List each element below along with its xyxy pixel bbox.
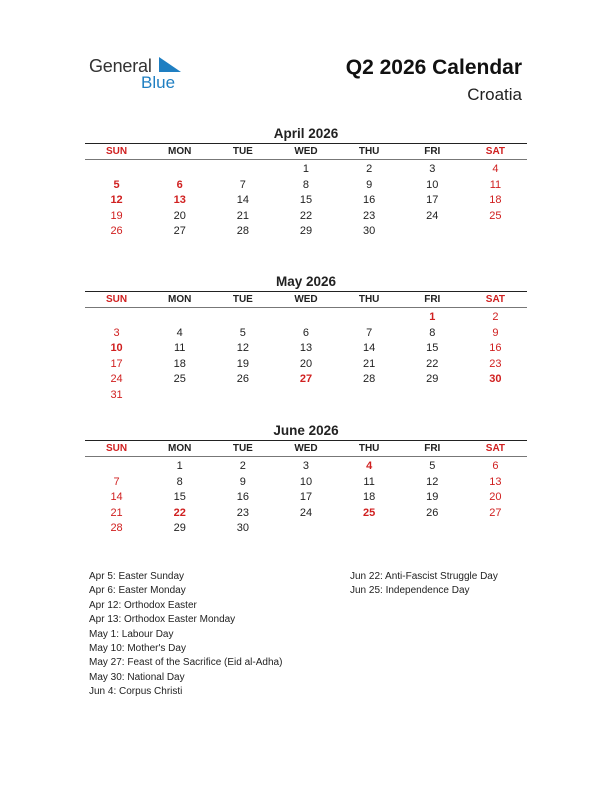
day-cell: 14: [236, 194, 249, 207]
day-cell: 7: [239, 178, 246, 191]
holiday-entry: May 30: National Day: [89, 671, 185, 683]
day-cell: 25: [489, 209, 502, 222]
day-cell: 4: [492, 163, 499, 175]
day-cell: 12: [236, 342, 249, 355]
holiday-day-cell: 30: [489, 373, 502, 386]
weekday-label: MON: [168, 294, 192, 305]
weekday-label: THU: [358, 443, 380, 454]
day-cell: 6: [492, 460, 499, 472]
day-cell: 11: [174, 342, 186, 355]
day-cell: 17: [426, 194, 439, 207]
month-may: [85, 273, 527, 404]
weekday-label: TUE: [232, 146, 253, 157]
weekday-label: SAT: [485, 294, 506, 305]
weekday-label: FRI: [424, 443, 441, 454]
holiday-entry: May 27: Feast of the Sacrifice (Eid al-Adha): [89, 657, 283, 669]
weekday-label: SUN: [106, 443, 128, 454]
day-cell: 17: [110, 357, 123, 370]
day-cell: 29: [426, 373, 439, 386]
holiday-day-cell: 22: [173, 506, 186, 519]
holiday-entry: Apr 12: Orthodox Easter: [89, 599, 197, 611]
day-cell: 14: [110, 491, 123, 504]
day-cell: 30: [363, 225, 376, 238]
day-cell: 4: [176, 326, 183, 339]
day-cell: 15: [299, 194, 313, 207]
day-cell: 11: [489, 178, 502, 191]
day-cell: 24: [426, 209, 439, 222]
weekday-label: WED: [294, 294, 318, 305]
month-title: April 2026: [273, 126, 339, 141]
weekday-label: SAT: [485, 443, 506, 454]
weekday-label: WED: [294, 146, 318, 157]
empty-day-cell: [85, 162, 148, 178]
day-cell: 6: [302, 326, 310, 339]
weekday-label: SUN: [106, 294, 128, 305]
day-cell: 7: [113, 475, 120, 488]
day-cell: 13: [489, 475, 502, 488]
weekday-header-row: [85, 292, 527, 308]
holiday-entry: May 10: Mother's Day: [89, 643, 186, 655]
day-cell: 19: [426, 491, 439, 504]
day-cell: 26: [110, 225, 123, 238]
day-grid: [85, 459, 527, 537]
day-cell: 28: [363, 373, 376, 386]
weekday-label: SAT: [485, 146, 506, 157]
day-cell: 7: [366, 326, 373, 339]
day-cell: 22: [426, 357, 439, 370]
day-cell: 1: [302, 163, 310, 175]
month-april: [85, 125, 527, 240]
day-cell: 2: [492, 311, 499, 323]
day-cell: 15: [426, 342, 439, 355]
empty-day-cell: [85, 459, 148, 475]
day-cell: 19: [110, 209, 123, 222]
day-cell: 11: [363, 475, 375, 488]
generalblue-logo: [89, 56, 189, 96]
day-cell: 10: [299, 475, 313, 488]
day-cell: 21: [236, 209, 249, 222]
day-cell: 5: [429, 460, 436, 472]
day-cell: 15: [173, 491, 186, 504]
weekday-header-row: [85, 441, 527, 457]
holiday-entry: May 1: Labour Day: [89, 628, 174, 640]
day-cell: 20: [299, 357, 313, 370]
holiday-day-cell: 27: [299, 373, 313, 386]
day-cell: 24: [110, 373, 123, 386]
day-cell: 28: [110, 522, 123, 535]
holiday-entry: Jun 22: Anti-Fascist Struggle Day: [350, 571, 498, 582]
weekday-label: FRI: [424, 146, 441, 157]
weekday-header-row: [85, 144, 527, 160]
page-title: Q2 2026 Calendar: [345, 56, 522, 79]
day-cell: 25: [173, 373, 186, 386]
day-cell: 24: [299, 506, 313, 519]
holiday-day-cell: 25: [363, 506, 376, 519]
holiday-list-left: [89, 570, 282, 700]
day-cell: 8: [176, 475, 183, 488]
weekday-label: TUE: [232, 294, 253, 305]
empty-day-cell: [85, 310, 148, 326]
weekday-label: WED: [294, 443, 318, 454]
holiday-day-cell: 12: [110, 194, 123, 207]
day-cell: 3: [302, 460, 310, 472]
month-title: May 2026: [275, 274, 337, 289]
day-cell: 16: [236, 491, 249, 504]
empty-day-cell: [211, 162, 274, 178]
empty-day-cell: [148, 310, 211, 326]
day-cell: 18: [173, 357, 186, 370]
holiday-entry: Apr 5: Easter Sunday: [89, 571, 185, 582]
empty-day-cell: [148, 162, 211, 178]
day-cell: 18: [489, 194, 502, 207]
holiday-list-right: [350, 570, 498, 599]
day-grid: [85, 310, 527, 404]
day-cell: 19: [236, 357, 249, 370]
day-cell: 20: [489, 491, 502, 504]
month-june: [85, 422, 527, 537]
weekday-label: MON: [168, 443, 192, 454]
day-cell: 5: [239, 326, 246, 339]
empty-day-cell: [274, 310, 337, 326]
day-cell: 9: [492, 326, 499, 339]
weekday-label: MON: [168, 146, 192, 157]
holiday-day-cell: 6: [176, 178, 183, 191]
day-cell: 17: [299, 491, 313, 504]
day-cell: 8: [302, 178, 310, 191]
holiday-entry: Jun 4: Corpus Christi: [89, 686, 183, 698]
day-cell: 3: [113, 326, 120, 339]
logo-word-general: General: [89, 56, 152, 76]
day-cell: 29: [299, 225, 313, 238]
month-title: June 2026: [273, 423, 339, 438]
holiday-entry: Apr 13: Orthodox Easter Monday: [89, 614, 236, 626]
day-cell: 10: [426, 178, 439, 191]
day-cell: 12: [426, 475, 439, 488]
logo-word-blue: Blue: [141, 73, 176, 92]
day-cell: 16: [489, 342, 502, 355]
empty-day-cell: [211, 310, 274, 326]
day-grid: [85, 162, 527, 240]
holiday-entry: Jun 25: Independence Day: [350, 585, 470, 597]
logo-flag-icon: [159, 57, 181, 73]
day-cell: 21: [110, 506, 123, 519]
weekday-label: FRI: [424, 294, 441, 305]
day-cell: 23: [236, 506, 249, 519]
day-cell: 22: [299, 209, 313, 222]
weekday-label: TUE: [232, 443, 253, 454]
holiday-day-cell: 13: [173, 194, 186, 207]
day-cell: 9: [366, 178, 373, 191]
day-cell: 23: [489, 357, 502, 370]
day-cell: 21: [363, 357, 376, 370]
day-cell: 29: [173, 522, 186, 535]
day-cell: 2: [239, 460, 246, 472]
day-cell: 27: [489, 506, 502, 519]
day-cell: 2: [366, 163, 373, 175]
weekday-label: SUN: [106, 146, 128, 157]
holiday-day-cell: 4: [366, 460, 373, 472]
country-name: Croatia: [467, 85, 522, 104]
day-cell: 30: [236, 522, 249, 535]
day-cell: 26: [426, 506, 439, 519]
holiday-day-cell: 1: [429, 311, 436, 323]
holiday-day-cell: 5: [113, 178, 120, 191]
day-cell: 28: [236, 225, 249, 238]
weekday-label: THU: [358, 294, 380, 305]
holiday-day-cell: 10: [110, 342, 123, 355]
day-cell: 1: [176, 460, 183, 472]
day-cell: 14: [363, 342, 376, 355]
day-cell: 3: [429, 163, 436, 175]
day-cell: 26: [236, 373, 249, 386]
day-cell: 27: [173, 225, 186, 238]
day-cell: 23: [363, 209, 376, 222]
day-cell: 20: [173, 209, 186, 222]
day-cell: 13: [299, 342, 313, 355]
day-cell: 31: [110, 388, 123, 401]
day-cell: 18: [363, 491, 376, 504]
day-cell: 16: [363, 194, 376, 207]
empty-day-cell: [338, 310, 401, 326]
holiday-entry: Apr 6: Easter Monday: [89, 585, 186, 597]
weekday-label: THU: [358, 146, 380, 157]
day-cell: 9: [239, 475, 246, 488]
day-cell: 8: [429, 326, 436, 339]
